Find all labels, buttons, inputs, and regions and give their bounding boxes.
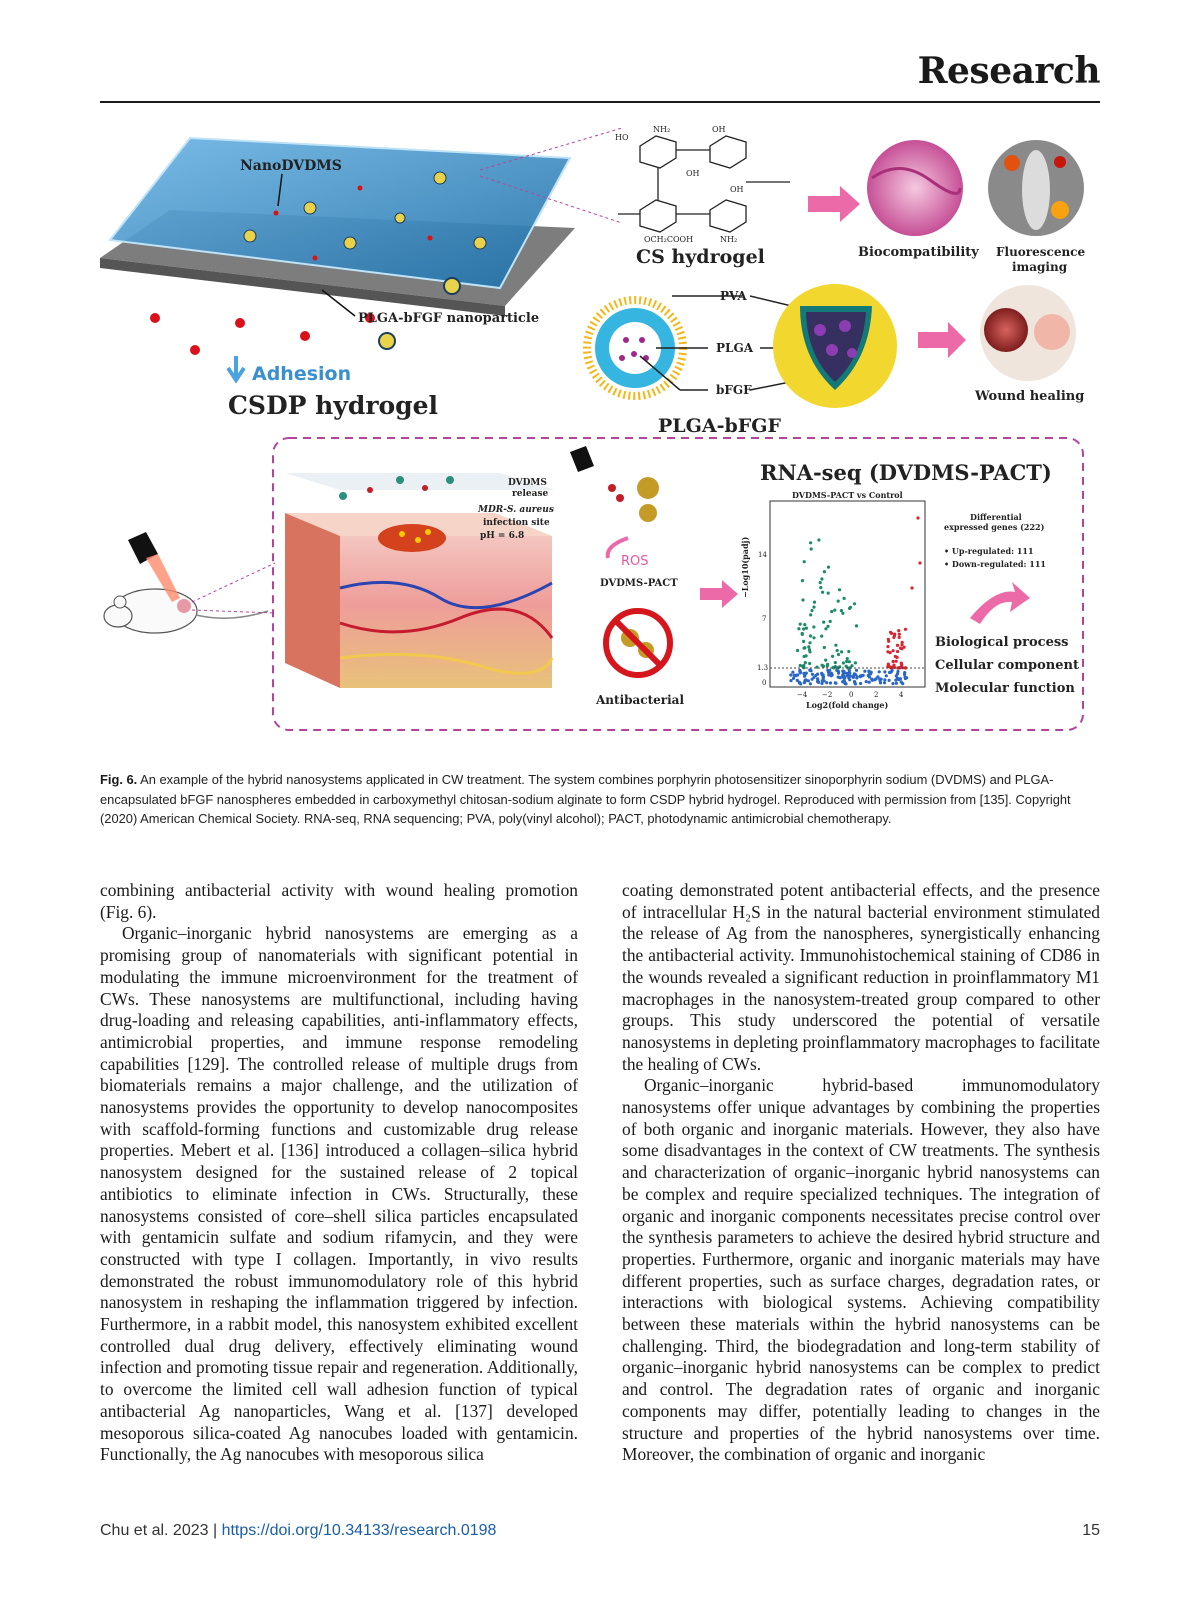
volcano-point: [888, 679, 891, 682]
volcano-point: [824, 627, 827, 630]
molecular-function-label: Molecular function: [935, 681, 1075, 696]
volcano-point: [890, 632, 893, 635]
volcano-point: [829, 681, 832, 684]
biological-process-label: Biological process: [935, 635, 1069, 650]
svg-text:OH: OH: [712, 125, 726, 134]
xtick-m4: −4: [797, 691, 808, 699]
volcano-point: [840, 650, 843, 653]
xtick-0: 0: [849, 691, 854, 699]
volcano-point: [897, 629, 900, 632]
volcano-point: [841, 670, 844, 673]
volcano-point: [812, 625, 815, 628]
curved-arrow-icon: [970, 582, 1030, 624]
volcano-point: [809, 541, 812, 544]
volcano-point: [813, 601, 816, 604]
volcano-point: [878, 670, 881, 673]
volcano-point: [801, 598, 804, 601]
volcano-point: [823, 570, 826, 573]
volcano-point: [843, 597, 846, 600]
volcano-point: [791, 671, 794, 674]
svg-text:NH₂: NH₂: [720, 235, 738, 244]
volcano-point: [854, 682, 857, 685]
volcano-point: [802, 640, 805, 643]
fluorescence-label-1: Fluorescence: [996, 245, 1086, 259]
volcano-point: [896, 656, 899, 659]
figure-6: [100, 118, 1100, 758]
volcano-point: [885, 674, 888, 677]
volcano-point: [883, 670, 886, 673]
volcano-point: [833, 609, 836, 612]
body-column-left: [100, 880, 578, 1466]
volcano-point: [896, 650, 899, 653]
svg-text:NH₂: NH₂: [653, 125, 671, 134]
cellular-component-label: Cellular component: [935, 658, 1079, 673]
volcano-point: [819, 586, 822, 589]
volcano-point: [868, 681, 871, 684]
dvdms-release-label-2: release: [512, 489, 549, 499]
volcano-point: [863, 670, 866, 673]
volcano-point: [827, 566, 830, 569]
volcano-point: [895, 660, 898, 663]
volcano-point: [910, 586, 913, 589]
volcano-point: [829, 620, 832, 623]
volcano-point: [820, 635, 823, 638]
volcano-point: [811, 678, 814, 681]
volcano-point: [900, 662, 903, 665]
mouse-illustration: [104, 532, 268, 633]
volcano-point: [801, 579, 804, 582]
volcano-point: [838, 588, 841, 591]
volcano-point: [808, 662, 811, 665]
volcano-point: [899, 677, 902, 680]
ytick-1-3: 1.3: [757, 664, 769, 672]
volcano-point: [918, 561, 921, 564]
volcano-point: [789, 679, 792, 682]
volcano-point: [855, 669, 858, 672]
volcano-point: [808, 650, 811, 653]
csdp-hydrogel-diagram: [100, 138, 575, 420]
volcano-point: [843, 676, 846, 679]
volcano-point: [900, 647, 903, 650]
volcano-point: [916, 516, 919, 519]
paragraph: Organic–inorganic hybrid nanosystems are emerging as a promising group of nanomaterials with significant potential in modulating the immune microenvironment for the treatment of CWs. These nanosystems are multifunctional, including having drug-loading and releasing capabilities, anti-inflammatory effects, antimicrobial properties, and immune response remodeling capabilities [129]. The controlled release of multiple drugs from biomaterials remains a major challenge, and the utilization of nanosystems provides the opportunity to develop nanocomposites with scaffold-forming functions and customizable drug release properties. Mebert et al. [136] introduced a collagen–silica hybrid nanosystem designed for the sustained release of 2 topical antibiotics to eliminate infection in CWs. Structurally, these nanosystems consisted of core–shell silica particles encapsulated with gentamicin sulfate and sodium rifamycin, and they were constructed with type I collagen. Importantly, in vivo results demonstrated the robust immunomodulatory role of this hybrid nanosystem in reshaping the inflammation triggered by infection. Furthermore, in a rabbit model, this nanosystem exhibited excellent controlled dual drug delivery, effectively eliminating wound infection and promoting tissue repair and regeneration. Additionally, to overcome the limited cell wall adhesion function of typical antibacterial Ag nanoparticles, Wang et al. [137] developed mesoporous silica-coated Ag nanocubes loaded with gentamicin. Functionally, the Ag nanocubes with mesoporous silica: [100, 923, 578, 1465]
volcano-point: [845, 665, 848, 668]
arrow-right-icon: [918, 322, 966, 358]
bfgf-label: bFGF: [716, 383, 752, 397]
volcano-point: [825, 681, 828, 684]
volcano-point: [809, 682, 812, 685]
volcano-xlabel: Log2(fold change): [806, 700, 889, 710]
biocompatibility-label: Biocompatibility: [858, 245, 979, 260]
csdp-hydrogel-label: CSDP hydrogel: [228, 391, 439, 420]
svg-text:OH: OH: [686, 169, 700, 178]
caption-label: Fig. 6.: [100, 772, 138, 787]
plga-label: PLGA: [716, 341, 754, 355]
mdr-label-2: infection site: [483, 518, 550, 528]
volcano-point: [855, 676, 858, 679]
ytick-0: 0: [762, 679, 767, 687]
volcano-point: [837, 676, 840, 679]
fluorescence-label-2: imaging: [1012, 260, 1068, 274]
volcano-point: [862, 674, 865, 677]
xtick-2: 2: [874, 691, 879, 699]
volcano-point: [821, 591, 824, 594]
volcano-point: [812, 636, 815, 639]
volcano-point: [834, 681, 837, 684]
figure-caption: [100, 770, 1100, 829]
volcano-point: [824, 659, 827, 662]
volcano-point: [831, 655, 834, 658]
volcano-point: [828, 673, 831, 676]
ros-pact-diagram: [570, 446, 684, 707]
volcano-point: [809, 613, 812, 616]
body-column-right: [622, 880, 1100, 1466]
volcano-point: [876, 675, 879, 678]
volcano-point: [834, 661, 837, 664]
volcano-point: [896, 644, 899, 647]
volcano-point: [879, 681, 882, 684]
svg-text:HO: HO: [615, 133, 629, 142]
volcano-point: [847, 672, 850, 675]
xtick-4: 4: [899, 691, 904, 699]
volcano-point: [801, 632, 804, 635]
volcano-point: [834, 644, 837, 647]
journal-title: Research: [917, 50, 1100, 92]
volcano-point: [804, 678, 807, 681]
volcano-point: [891, 682, 894, 685]
skin-tissue-diagram: [285, 473, 555, 688]
volcano-point: [883, 681, 886, 684]
volcano-point: [807, 645, 810, 648]
antibacterial-label: Antibacterial: [596, 693, 685, 707]
volcano-point: [870, 671, 873, 674]
volcano-point: [796, 649, 799, 652]
volcano-point: [808, 668, 811, 671]
plga-bfgf-diagram: [587, 284, 897, 437]
volcano-point: [803, 646, 806, 649]
volcano-point: [849, 675, 852, 678]
volcano-point: [898, 636, 901, 639]
volcano-point: [823, 646, 826, 649]
volcano-point: [817, 538, 820, 541]
volcano-point: [804, 661, 807, 664]
volcano-point: [842, 681, 845, 684]
adhesion-label: Adhesion: [252, 363, 352, 385]
page-number: 15: [1082, 1522, 1100, 1539]
cs-hydrogel-label: CS hydrogel: [636, 246, 765, 268]
volcano-point: [892, 660, 895, 663]
volcano-point: [886, 645, 889, 648]
volcano-point: [789, 673, 792, 676]
volcano-point: [904, 628, 907, 631]
volcano-point: [855, 624, 858, 627]
volcano-point: [805, 627, 808, 630]
volcano-point: [812, 606, 815, 609]
volcano-point: [811, 673, 814, 676]
wound-healing-label: Wound healing: [975, 389, 1085, 404]
volcano-point: [792, 677, 795, 680]
paragraph: coating demonstrated potent antibacterial effects, and the presence of intracellular H₂S in the natural bacterial environment stimulated the release of Ag from the nanospheres, synergistically enhancing the antibacterial activity. Immunohistochemical staining of CD86 in the wounds revealed a significant reduction in proinflammatory M1 macrophages in the nanosystem-treated group compared to other groups. This study underscored the potential of versatile nanosystems in depleting proinflammatory macrophages to facilitate the healing of CWs.: [622, 880, 1100, 1074]
paragraph: Organic–inorganic hybrid-based immunomodulatory nanosystems offer unique advantages by combining the properties of both organic and inorganic materials. However, they also have some disadvantages in the context of CW treatments. The synthesis and characterization of organic–inorganic hybrid nanosystems can be complex and require specialized techniques. The integration of organic and inorganic components necessitates precise control over the synthesis parameters to achieve the desired hybrid structure and properties. Furthermore, organic and inorganic materials may have different properties, such as surface charges, degradation rates, or interactions with biological systems. Achieving compatibility between these materials within the hybrid nanosystems can be challenging. Third, the biodegradation and long-term stability of organic–inorganic hybrid nanosystems can be complex to predict and control. The degradation rates of organic and inorganic components may differ, potentially leading to changes in the structure and properties of the hybrid nanosystems over time. Moreover, the combination of organic and inorganic: [622, 1075, 1100, 1465]
volcano-point: [796, 679, 799, 682]
footer-citation: [100, 1522, 496, 1540]
nanodvdms-label: NanoDVDMS: [240, 158, 342, 174]
volcano-point: [826, 663, 829, 666]
volcano-point: [820, 682, 823, 685]
caption-text: An example of the hybrid nanosystems applicated in CW treatment. The system combines porphyrin photosensitizer sinoporphyrin sodium (DVDMS) and PLGA-encapsulated bFGF nanospheres embedded in carboxymethyl chitosan-sodium alginate to form CSDP hybrid hydrogel. Reproduced with permission from [135]. Copyright (2020) American Chemical Society. RNA-seq, RNA sequencing; PVA, poly(vinyl alcohol); PACT, photodynamic antimicrobial chemotherapy.: [100, 772, 1071, 826]
up-regulated-label: • Up-regulated: 111: [944, 546, 1034, 556]
volcano-point: [799, 623, 802, 626]
volcano-point: [898, 633, 901, 636]
volcano-point: [837, 600, 840, 603]
volcano-point: [816, 673, 819, 676]
volcano-point: [799, 670, 802, 673]
volcano-point: [836, 649, 839, 652]
svg-text:OH: OH: [730, 185, 744, 194]
volcano-point: [837, 672, 840, 675]
volcano-point: [854, 661, 857, 664]
volcano-point: [803, 623, 806, 626]
volcano-point: [793, 674, 796, 677]
pva-label: PVA: [720, 289, 747, 303]
volcano-point: [887, 640, 890, 643]
volcano-point: [820, 577, 823, 580]
volcano-point: [819, 581, 822, 584]
volcano-point: [853, 602, 856, 605]
ytick-7: 7: [762, 615, 767, 623]
volcano-point: [859, 682, 862, 685]
volcano-point: [808, 641, 811, 644]
doi-link[interactable]: https://doi.org/10.34133/research.0198: [221, 1522, 497, 1539]
volcano-point: [848, 678, 851, 681]
volcano-point: [893, 633, 896, 636]
volcano-point: [895, 682, 898, 685]
volcano-point: [853, 672, 856, 675]
volcano-point: [810, 547, 813, 550]
dvdms-release-label-1: DVDMS: [508, 478, 547, 488]
volcano-point: [816, 677, 819, 680]
volcano-point: [837, 653, 840, 656]
down-regulated-label: • Down-regulated: 111: [944, 559, 1046, 569]
volcano-point: [888, 671, 891, 674]
volcano-point: [826, 625, 829, 628]
volcano-point: [821, 664, 824, 667]
histology-image: [867, 140, 963, 236]
volcano-point: [904, 677, 907, 680]
volcano-point: [822, 621, 825, 624]
volcano-point: [805, 654, 808, 657]
paragraph: combining antibacterial activity with wound healing promotion (Fig. 6).: [100, 880, 578, 922]
arrow-right-icon: [808, 186, 860, 222]
volcano-point: [802, 627, 805, 630]
volcano-point: [889, 651, 892, 654]
volcano-point: [822, 677, 825, 680]
volcano-point: [847, 650, 850, 653]
volcano-point: [842, 661, 845, 664]
volcano-point: [841, 612, 844, 615]
ytick-14: 14: [758, 551, 767, 559]
volcano-point: [830, 610, 833, 613]
volcano-point: [809, 634, 812, 637]
volcano-point: [852, 676, 855, 679]
volcano-point: [848, 607, 851, 610]
volcano-point: [867, 674, 870, 677]
header-rule: [100, 101, 1100, 103]
volcano-point: [840, 609, 843, 612]
volcano-point: [827, 592, 830, 595]
mdr-label-1: MDR-S. aureus: [478, 505, 554, 515]
volcano-point: [883, 678, 886, 681]
volcano-point: [797, 627, 800, 630]
volcano-point: [846, 657, 849, 660]
deg-label-1: Differential: [970, 512, 1022, 522]
volcano-point: [896, 676, 899, 679]
arrow-right-icon: [700, 580, 738, 608]
rnaseq-title: RNA-seq (DVDMS-PACT): [760, 460, 1052, 485]
volcano-point: [865, 680, 868, 683]
xtick-m2: −2: [822, 691, 833, 699]
ph-label: pH = 6.8: [480, 531, 525, 541]
volcano-point: [848, 660, 851, 663]
volcano-title: DVDMS-PACT vs Control: [792, 490, 903, 500]
deg-label-2: expressed genes (222): [944, 522, 1045, 532]
volcano-point: [810, 609, 813, 612]
volcano-point: [900, 643, 903, 646]
volcano-point: [903, 673, 906, 676]
volcano-point: [892, 649, 895, 652]
volcano-ylabel: −Log10(padj): [740, 536, 750, 598]
footer-authors: Chu et al. 2023 |: [100, 1522, 222, 1539]
volcano-point: [896, 670, 899, 673]
volcano-point: [803, 560, 806, 563]
volcano-point: [803, 674, 806, 677]
ros-label: ROS: [621, 554, 649, 569]
svg-text:OCH₂COOH: OCH₂COOH: [644, 235, 694, 244]
cs-hydrogel-structure: [618, 136, 790, 232]
plga-np-label: PLGA-bFGF nanoparticle: [358, 311, 540, 326]
dvdms-pact-label: DVDMS-PACT: [600, 578, 678, 589]
plga-bfgf-label: PLGA-bFGF: [658, 415, 781, 437]
volcano-point: [900, 680, 903, 683]
volcano-point: [822, 673, 825, 676]
